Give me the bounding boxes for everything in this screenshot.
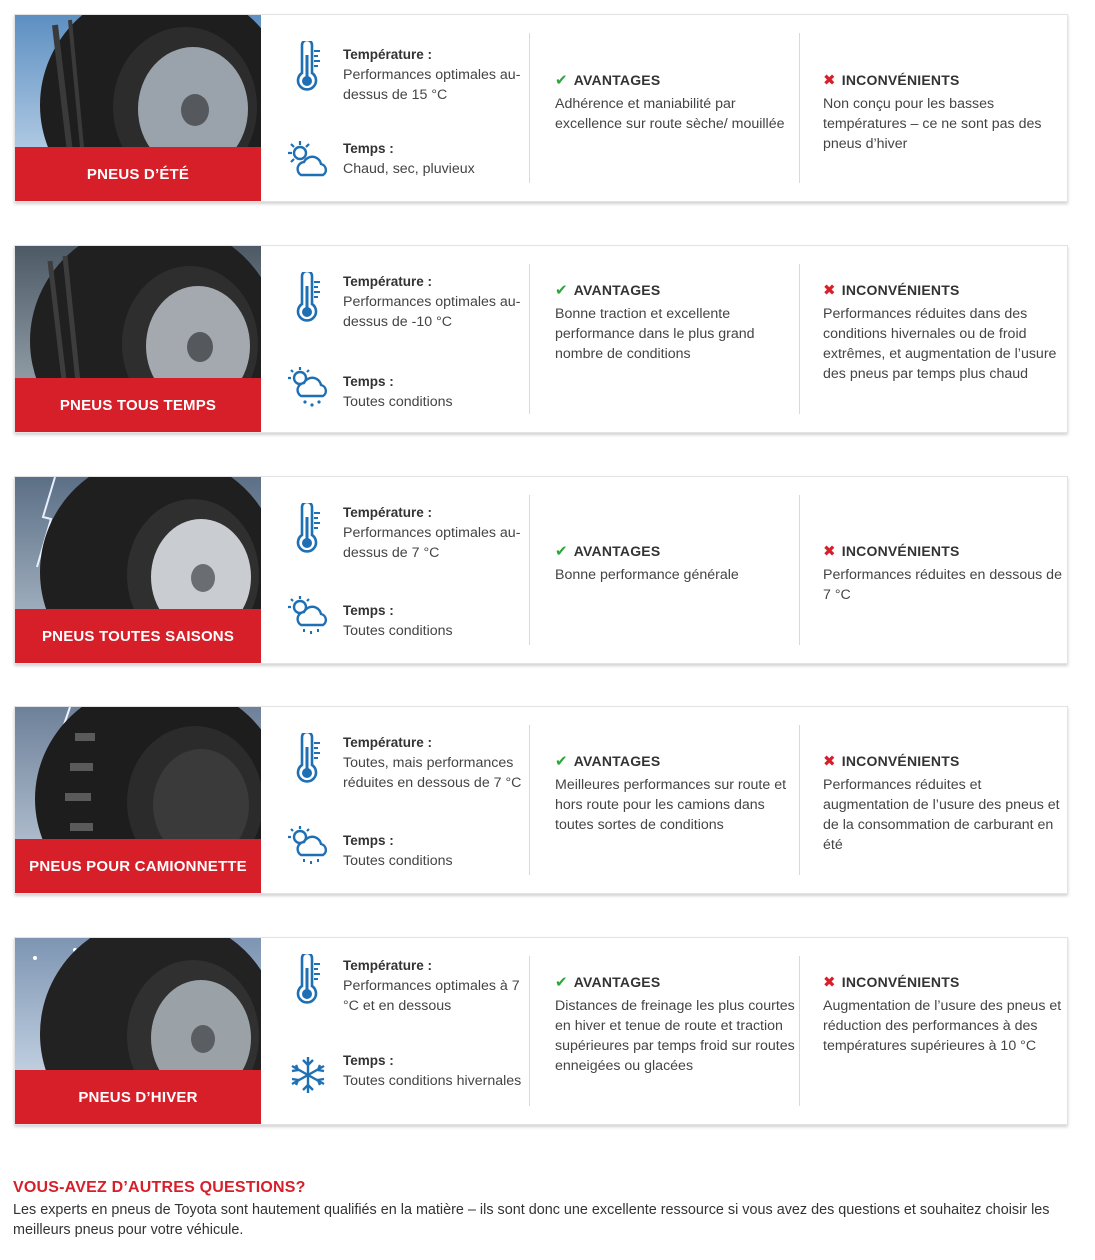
divider [799,725,800,875]
sun-cloud-icon [285,139,331,181]
thermometer-icon [291,272,323,324]
cons-text: Performances réduites en dessous de 7 °C [823,567,1062,603]
pros-text: Bonne performance générale [555,567,739,583]
specs-column [281,15,529,201]
weather-text: Toutes conditions hivernales [343,1073,522,1089]
weather-text: Chaud, sec, pluvieux [343,161,475,177]
divider [529,956,530,1106]
divider [799,956,800,1106]
pros-text: Distances de freinage les plus courtes en hiver et tenue de route et traction supérieures par temps froid sur routes enneigées ou glacées [555,998,795,1074]
cons-text: Non conçu pour les basses températures – ce ne sont pas des pneus d’hiver [823,96,1042,152]
sun-cloud-snow-icon [285,366,331,408]
pros-column [555,477,795,663]
temperature-text: Performances optimales au-dessus de -10 °C [343,294,521,330]
thermometer-icon [291,954,323,1006]
tire-type-label: PNEUS D’ÉTÉ [15,147,261,201]
weather-block [343,1051,529,1091]
weather-block [343,831,529,871]
weather-heading: Temps : [343,833,394,848]
weather-heading: Temps : [343,1053,394,1068]
pros-text: Bonne traction et excellente performance dans le plus grand nombre de conditions [555,306,755,362]
divider [799,33,800,183]
questions-section [13,1179,1073,1240]
checkmark-icon: ✔ [555,543,568,560]
pros-text: Adhérence et maniabilité par excellence sur route sèche/ mouillée [555,96,785,132]
specs-column [281,477,529,663]
cross-icon: ✖ [823,282,836,299]
weather-heading: Temps : [343,374,394,389]
cons-text: Performances réduites dans des conditions hivernales ou de froid extrêmes, et augmentation de l’usure des pneus par temps plus chaud [823,306,1057,382]
weather-block [343,139,529,179]
tire-type-label: PNEUS D’HIVER [15,1070,261,1124]
cross-icon: ✖ [823,753,836,770]
weather-text: Toutes conditions [343,623,453,639]
cons-column [823,707,1063,893]
snowflake-icon [285,1054,331,1096]
cons-title: INCONVÉNIENTS [841,974,960,990]
cons-text: Augmentation de l’usure des pneus et réduction des performances à des températures supérieures à 10 °C [823,998,1062,1054]
thermometer-icon [291,41,323,93]
pros-column [555,15,795,201]
temperature-block [343,503,529,563]
temperature-block [343,45,529,105]
cons-text: Performances réduites et augmentation de l’usure des pneus et de la consommation de carburant en été [823,777,1060,853]
pros-title: AVANTAGES [573,282,661,298]
tire-card-all-weather [14,245,1068,433]
tire-card-summer [14,14,1068,202]
cons-title: INCONVÉNIENTS [841,753,960,769]
weather-text: Toutes conditions [343,853,453,869]
thermometer-icon [291,733,323,785]
checkmark-icon: ✔ [555,974,568,991]
temperature-heading: Température : [343,958,433,973]
sun-cloud-rain-icon [285,595,331,637]
checkmark-icon: ✔ [555,753,568,770]
pros-text: Meilleures performances sur route et hors route pour les camions dans toutes sortes de conditions [555,777,787,833]
checkmark-icon: ✔ [555,72,568,89]
pros-title: AVANTAGES [573,72,661,88]
divider [529,725,530,875]
temperature-text: Performances optimales au-dessus de 7 °C [343,525,521,561]
temperature-block [343,956,529,1016]
divider [799,264,800,414]
weather-text: Toutes conditions [343,394,453,410]
cross-icon: ✖ [823,974,836,991]
temperature-heading: Température : [343,505,433,520]
divider [529,264,530,414]
temperature-text: Performances optimales à 7 °C et en dessous [343,978,520,1014]
temperature-block [343,272,529,332]
tire-type-label: PNEUS TOUS TEMPS [15,378,261,432]
tire-card-truck [14,706,1068,894]
temperature-heading: Température : [343,735,433,750]
cross-icon: ✖ [823,72,836,89]
specs-column [281,707,529,893]
tire-type-label: PNEUS TOUTES SAISONS [15,609,261,663]
tire-card-all-season [14,476,1068,664]
divider [529,495,530,645]
divider [529,33,530,183]
cons-column [823,477,1063,663]
temperature-text: Toutes, mais performances réduites en dessous de 7 °C [343,755,522,791]
pros-column [555,246,795,432]
pros-title: AVANTAGES [573,543,661,559]
tire-card-winter [14,937,1068,1125]
cons-title: INCONVÉNIENTS [841,543,960,559]
tire-type-label: PNEUS POUR CAMIONNETTE [15,839,261,893]
cons-column [823,246,1063,432]
weather-block [343,601,529,641]
cons-title: INCONVÉNIENTS [841,282,960,298]
cons-column [823,15,1063,201]
questions-heading: VOUS-AVEZ D’AUTRES QUESTIONS? [13,1179,306,1196]
temperature-block [343,733,529,793]
sun-cloud-rain-icon [285,825,331,867]
weather-block [343,372,529,412]
specs-column [281,246,529,432]
pros-column [555,938,795,1124]
pros-title: AVANTAGES [573,974,661,990]
weather-heading: Temps : [343,141,394,156]
temperature-text: Performances optimales au-dessus de 15 °C [343,67,521,103]
pros-column [555,707,795,893]
pros-title: AVANTAGES [573,753,661,769]
temperature-heading: Température : [343,47,433,62]
cons-column [823,938,1063,1124]
weather-heading: Temps : [343,603,394,618]
cons-title: INCONVÉNIENTS [841,72,960,88]
thermometer-icon [291,503,323,555]
questions-text: Les experts en pneus de Toyota sont hautement qualifiés en la matière – ils sont donc une excellente ressource si vous avez des questions et souhaitez choisir les meilleurs pneus pour votre véhicule. [13,1202,1050,1238]
temperature-heading: Température : [343,274,433,289]
checkmark-icon: ✔ [555,282,568,299]
divider [799,495,800,645]
specs-column [281,938,529,1124]
cross-icon: ✖ [823,543,836,560]
